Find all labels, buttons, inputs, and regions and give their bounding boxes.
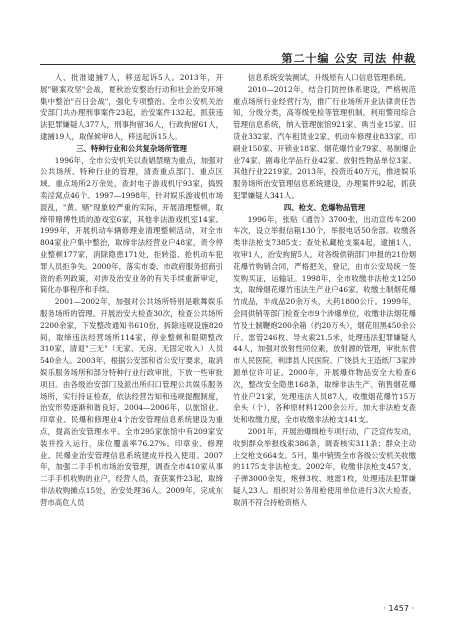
paragraph: 2001—2002年，加强对公共场所特别是歌舞娱乐服务场所的管理。开展治安大检查30次，检查公共场所2200余家，下发整改通知书610份，拆除违规设施820间，取缔违法经营场所114家，停业整顿和限期整改310家，清退"三无"（无家、无房、无固定收入）人员540余人。2003年，根据公安部和省公安厅要求，取消娱乐服务场所和部分特种行业行政审批，下放一些审批项目。由各级治安部门及派出所归口管理公共娱乐服务场所，实行持证检查，依法经营告知和违规提醒制度，治安形势逐渐和谐良好。2004—2006年，以旅馆业、印章业、民爆和修理业4个治安管理信息系统建设为重点，提高治安管理水平。全市295家旅馆中有209家安装并投入运行，床位覆盖率76.27%。印章业、修理业、民爆业治安管理信息系统建成并投入使用。2007年，加强二手手机市场治安管理，调查全市410家从事二手手机收购的业户，经营人员，查获案件23起，取缔非法收购摊点15处，治安处理36人。2009年，完成东营市高危人员 xyxy=(40,297,223,507)
right-column xyxy=(233,72,416,508)
page-number: · 1457 · xyxy=(383,604,414,613)
left-column xyxy=(40,72,223,508)
paragraph: 信息系统安装测试，升级原有人口信息管理系统。 xyxy=(247,73,411,82)
paragraph: 1996年，张贴《通告》3700张，出动宣传车200车次，设立举报信箱130个，举报电话50余部。收缴各类非法枪支7385支；查处私藏枪支案4起，逮捕1人，收审1人，治安拘留5人。对各级供销部门申报的21份烟花爆竹购销合同，严格把关，登记，由市公安局统一签发购买证，运输证。1998年，全市收缴非法枪支1250支，取缔烟花爆竹违法生产业户46家，收缴土制烟花爆竹成品，半成品20余万头，大药1800公斤。1999年，会同供销等部门检查全市9个涉爆单位，收缴非法烟花爆竹及土制鞭炮200余箱（约20万头），烟花用黑450余公斤、雷管246枚、导火索21.5米，处理违法犯罪嫌疑人44人，加强对放射性同位素，放射源的管理，审批东营市人民医院、利津县人民医院、广饶县大王造纸厂3家涉源单位许可证。2000年，开展爆炸物品安全大检查6次，整改安全隐患168条，取缔非法生产、销售烟花爆竹业户21家，处理违法人员87人，收缴烟花爆竹15万余头（个），各种原材料1200余公斤。加大非法枪支查处和收缴力度，全市收缴非法枪支141支。 xyxy=(233,214,416,425)
section-heading: 四、枪支、危爆物品管理 xyxy=(283,202,366,212)
paragraph: 1996年，全市公安机关以查娼禁赌为重点，加强对公共场所、特种行业的管理，清查重点部门、重点区域、重点场所2万余处，查封电子游戏机厅93家，捣毁卖淫窝点46个。1997—1998年，针对娱乐游戏机市场混乱，"黄、赌"现象较严重的实际，开展清理整顿，取缔带赌博性质的游戏室6家，其他非法游戏机室14家。1999年，开展机动车辆修理业清理整顿活动，对全市804家业户集中整治，取缔非法经营业户48家，责令停业整顿177家，消除隐患171处，拒转盗、抢机动车犯罪人员拒争失。2000年，落实市委、市政府服务招商引资的系列政策，对涉及治安业务的有关手续重新审定，简化办事程序和手续。 xyxy=(40,155,223,295)
paragraph: 人、批准逮捕7人，移送起诉5人。2013年，开展"砸案攻坚"会战，夏秋治安整治行动和社会治安环境集中整治"百日会战"，强化专项整治。全市公安机关治安部门共办理刑事案件23起，治安案件132起，抓获违法犯罪嫌疑人377人，刑事拘留36人，行政拘留61人，逮捕19人，取保候审8人，移送起诉15人。 xyxy=(40,73,223,141)
running-header xyxy=(40,50,416,65)
header-title: 第二十编 公安 司法 仲裁 xyxy=(281,52,416,65)
paragraph: 2010—2012年，结合打防控体系建设，严格规范重点场所行业经营行为，推广行业场所开业法律责任告知，分级分类，高等级免检等管理机制。利用警用综合管理信息系统，纳入管理旅馆921家、典当业15家、旧货业332家、汽车租赁业2家、机动车修理业833家、印刷业150家、开锁业18家、烟花爆竹业79家、易制爆企业74家、剧毒化学品行业42家、放射性物品单位3家、其他行业2219家。2013年，投资近40万元，推进娱乐服务场所治安管理信息系统建设，办理案件92起，抓获犯罪嫌疑人341人。 xyxy=(233,84,416,200)
section-heading: 三、特种行业和公共复杂场所管理 xyxy=(76,143,187,153)
paragraph: 2001年，开展治爆缉枪专项行动，广泛宣传发动，收到群众举报线索386条，调查核实311条；群众主动上交枪支664支。5月，集中销毁全市各级公安机关收缴的1175支非法枪支。2002年，收缴非法枪支457支，子弹3000余发，炮弹3枚、地雷1枚，处理违法犯罪嫌疑人23人。组织对公务用枪使用单位进行3次大检查，取消不符合持枪资格人 xyxy=(233,426,416,507)
